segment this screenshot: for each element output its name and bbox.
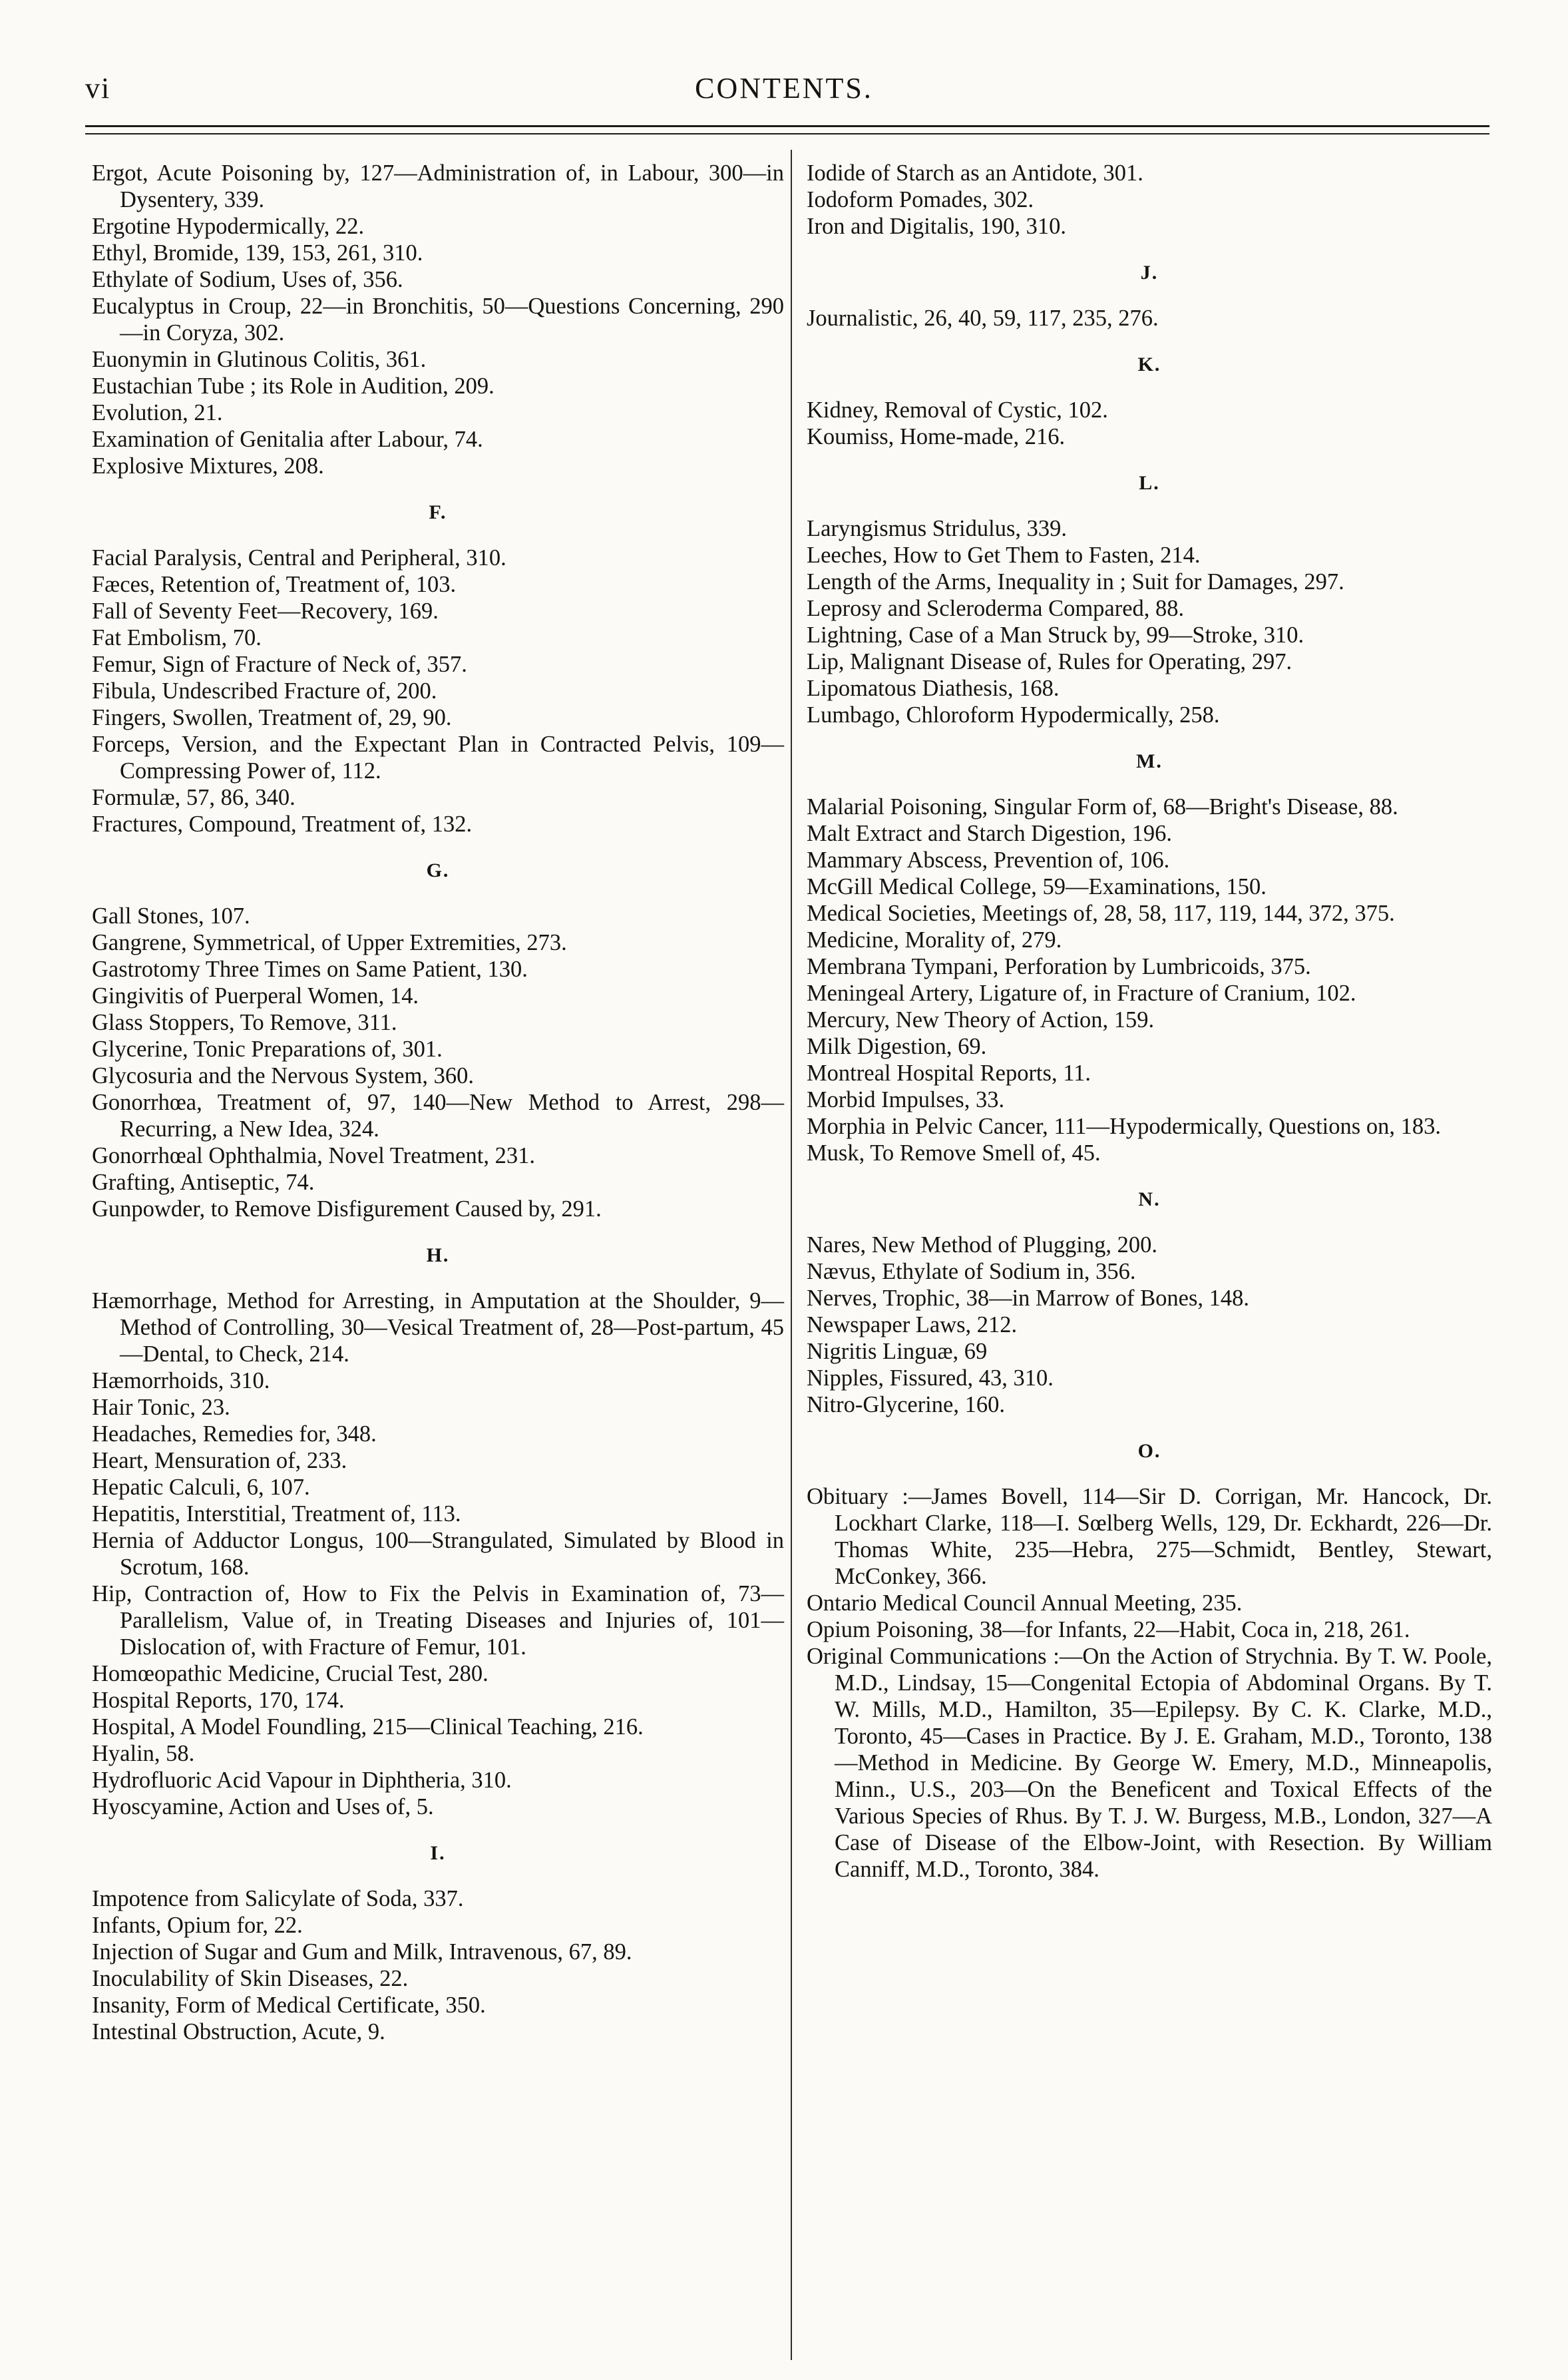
index-entry: Opium Poisoning, 38—for Infants, 22—Habit, Coca in, 218, 261.: [807, 1617, 1410, 1642]
index-entry: Gingivitis of Puerperal Women, 14.: [92, 983, 419, 1009]
index-entry: Iron and Digitalis, 190, 310.: [807, 214, 1066, 239]
index-entry: Membrana Tympani, Perforation by Lumbricoids, 375.: [807, 954, 1311, 979]
index-entry: Musk, To Remove Smell of, 45.: [807, 1140, 1101, 1166]
index-entry: Gangrene, Symmetrical, of Upper Extremities, 273.: [92, 930, 567, 955]
index-entry: Hyoscyamine, Action and Uses of, 5.: [92, 1794, 434, 1819]
index-entry: Infants, Opium for, 22.: [92, 1913, 303, 1938]
index-entry: Glycosuria and the Nervous System, 360.: [92, 1063, 474, 1088]
index-entry: Nipples, Fissured, 43, 310.: [807, 1365, 1054, 1391]
index-entry: Journalistic, 26, 40, 59, 117, 235, 276.: [807, 306, 1159, 331]
index-entry: Lip, Malignant Disease of, Rules for Operating, 297.: [807, 649, 1292, 674]
index-entry: Newspaper Laws, 212.: [807, 1312, 1018, 1337]
index-entry: Mammary Abscess, Prevention of, 106.: [807, 847, 1170, 873]
page-header: [85, 65, 1483, 112]
index-entry: Original Communications :—On the Action of Strychnia. By T. W. Poole, M.D., Lindsay, 15—Congenital Ectopia of Abdominal Organs. By T. W. Mills, M.D., Hamilton, 35—Epilepsy. By C. K. Clarke, M.D., Toronto, 45—Cases in Practice. By J. E. Graham, M.D., Toronto, 138—Method in Medicine. By George W. Emery, M.D., Minneapolis, Minn., U.S., 203—On the Beneficent and Toxical Effects of the Various Species of Rhus. By T. J. W. Burgess, M.B., London, 327—A Case of Disease of the Elbow-Joint, with Resection. By William Canniff, M.D., Toronto, 384.: [807, 1644, 1492, 1882]
index-entry: Hepatitis, Interstitial, Treatment of, 113.: [92, 1501, 461, 1527]
index-entry: Fibula, Undescribed Fracture of, 200.: [92, 678, 437, 704]
section-letter-l: L.: [1139, 472, 1160, 494]
index-entry: Fall of Seventy Feet—Recovery, 169.: [92, 598, 439, 624]
section-letter-k: K.: [1137, 354, 1161, 375]
index-entry: Hyalin, 58.: [92, 1741, 195, 1766]
index-entry: Montreal Hospital Reports, 11.: [807, 1061, 1091, 1086]
index-entry: McGill Medical College, 59—Examinations, 150.: [807, 874, 1267, 899]
section-letter-n: N.: [1138, 1188, 1161, 1210]
section-letter-h: H.: [426, 1244, 450, 1266]
index-entry: Ergotine Hypodermically, 22.: [92, 214, 365, 239]
index-entry: Hæmorrhoids, 310.: [92, 1368, 270, 1393]
index-entry: Eustachian Tube ; its Role in Audition, 209.: [92, 373, 494, 399]
index-entry: Meningeal Artery, Ligature of, in Fracture of Cranium, 102.: [807, 981, 1356, 1006]
index-entry: Nigritis Linguæ, 69: [807, 1339, 988, 1364]
index-entry: Ontario Medical Council Annual Meeting, 235.: [807, 1590, 1243, 1616]
index-entry: Hydrofluoric Acid Vapour in Diphtheria, 310.: [92, 1768, 512, 1793]
index-entry: Euonymin in Glutinous Colitis, 361.: [92, 347, 427, 372]
index-entry: Malarial Poisoning, Singular Form of, 68—Bright's Disease, 88.: [807, 794, 1398, 820]
index-entry: Morphia in Pelvic Cancer, 111—Hypodermically, Questions on, 183.: [807, 1114, 1441, 1139]
index-entry: Hip, Contraction of, How to Fix the Pelvis in Examination of, 73—Parallelism, Value of, in Treating Diseases and Injuries of, 101—Dislocation of, with Fracture of Femur, 101.: [92, 1581, 784, 1660]
section-letter-m: M.: [1136, 750, 1163, 772]
index-entry: Inoculability of Skin Diseases, 22.: [92, 1966, 409, 1991]
index-entry: Gall Stones, 107.: [92, 903, 250, 929]
section-letter-g: G.: [426, 859, 450, 881]
index-entry: Leprosy and Scleroderma Compared, 88.: [807, 596, 1185, 621]
index-entry: Ethyl, Bromide, 139, 153, 261, 310.: [92, 240, 423, 266]
page-number: vi: [85, 72, 111, 105]
section-letter-f: F.: [429, 501, 447, 523]
index-entry: Femur, Sign of Fracture of Neck of, 357.: [92, 652, 467, 677]
index-entry: Kidney, Removal of Cystic, 102.: [807, 397, 1108, 423]
index-entry: Medicine, Morality of, 279.: [807, 927, 1062, 953]
index-entry: Laryngismus Stridulus, 339.: [807, 516, 1068, 541]
index-entry: Koumiss, Home-made, 216.: [807, 424, 1066, 449]
index-entry: Ethylate of Sodium, Uses of, 356.: [92, 267, 403, 292]
index-entry: Glass Stoppers, To Remove, 311.: [92, 1010, 397, 1035]
index-entry: Nitro-Glycerine, 160.: [807, 1392, 1005, 1417]
right-column: [807, 160, 1492, 1883]
index-entry: Fingers, Swollen, Treatment of, 29, 90.: [92, 705, 452, 730]
index-entry: Obituary :—James Bovell, 114—Sir D. Corrigan, Mr. Hancock, Dr. Lockhart Clarke, 118—I. Sœlberg Wells, 129, Dr. Eckhardt, 226—Dr. Thomas White, 235—Hebra, 275—Schmidt, Bentley, Stewart, McConkey, 366.: [807, 1484, 1492, 1589]
index-entry: Intestinal Obstruction, Acute, 9.: [92, 2019, 385, 2044]
index-entry: Fæces, Retention of, Treatment of, 103.: [92, 572, 457, 597]
left-column: [92, 160, 784, 2045]
index-entry: Gastrotomy Three Times on Same Patient, 130.: [92, 957, 528, 982]
index-entry: Fat Embolism, 70.: [92, 625, 262, 650]
header-rule-thin: [85, 133, 1489, 134]
index-entry: Gunpowder, to Remove Disfigurement Caused by, 291.: [92, 1196, 602, 1222]
index-entry: Formulæ, 57, 86, 340.: [92, 785, 295, 810]
index-entry: Eucalyptus in Croup, 22—in Bronchitis, 50—Questions Concerning, 290—in Coryza, 302.: [92, 294, 784, 346]
index-entry: Hair Tonic, 23.: [92, 1395, 230, 1420]
index-entry: Ergot, Acute Poisoning by, 127—Administration of, in Labour, 300—in Dysentery, 339.: [92, 160, 784, 212]
index-entry: Injection of Sugar and Gum and Milk, Intravenous, 67, 89.: [92, 1939, 632, 1965]
index-entry: Lumbago, Chloroform Hypodermically, 258.: [807, 702, 1220, 728]
index-entry: Forceps, Version, and the Expectant Plan in Contracted Pelvis, 109—Compressing Power of, 112.: [92, 732, 784, 784]
index-entry: Hernia of Adductor Longus, 100—Strangulated, Simulated by Blood in Scrotum, 168.: [92, 1528, 784, 1580]
index-entry: Hospital, A Model Foundling, 215—Clinical Teaching, 216.: [92, 1714, 644, 1740]
index-entry: Explosive Mixtures, 208.: [92, 453, 324, 479]
index-entry: Mercury, New Theory of Action, 159.: [807, 1007, 1155, 1033]
index-entry: Medical Societies, Meetings of, 28, 58, 117, 119, 144, 372, 375.: [807, 901, 1395, 926]
index-entry: Milk Digestion, 69.: [807, 1034, 987, 1059]
index-entry: Hepatic Calculi, 6, 107.: [92, 1475, 310, 1500]
index-entry: Morbid Impulses, 33.: [807, 1087, 1005, 1112]
running-title: CONTENTS.: [695, 72, 873, 105]
index-entry: Headaches, Remedies for, 348.: [92, 1421, 377, 1447]
section-letter-o: O.: [1137, 1440, 1161, 1462]
index-entry: Fractures, Compound, Treatment of, 132.: [92, 812, 473, 837]
index-entry: Examination of Genitalia after Labour, 74.: [92, 427, 483, 452]
column-divider: [791, 150, 792, 2360]
header-rule-thick: [85, 125, 1489, 127]
index-entry: Lightning, Case of a Man Struck by, 99—Stroke, 310.: [807, 622, 1304, 648]
index-entry: Gonorrhœa, Treatment of, 97, 140—New Method to Arrest, 298—Recurring, a New Idea, 324.: [92, 1090, 784, 1142]
index-entry: Facial Paralysis, Central and Peripheral, 310.: [92, 545, 506, 571]
index-entry: Grafting, Antiseptic, 74.: [92, 1170, 315, 1195]
index-entry: Iodide of Starch as an Antidote, 301.: [807, 160, 1143, 186]
index-entry: Evolution, 21.: [92, 400, 223, 425]
index-entry: Nerves, Trophic, 38—in Marrow of Bones, 148.: [807, 1286, 1250, 1311]
index-entry: Insanity, Form of Medical Certificate, 350.: [92, 1993, 486, 2018]
index-entry: Malt Extract and Starch Digestion, 196.: [807, 821, 1173, 846]
index-entry: Lipomatous Diathesis, 168.: [807, 676, 1060, 701]
index-entry: Hæmorrhage, Method for Arresting, in Amputation at the Shoulder, 9—Method of Controlling, 30—Vesical Treatment of, 28—Post-partum, 45—Dental, to Check, 214.: [92, 1288, 784, 1367]
index-entry: Nares, New Method of Plugging, 200.: [807, 1232, 1158, 1258]
index-entry: Gonorrhœal Ophthalmia, Novel Treatment, 231.: [92, 1143, 535, 1168]
section-letter-i: I.: [430, 1842, 446, 1864]
section-letter-j: J.: [1140, 262, 1159, 284]
index-entry: Impotence from Salicylate of Soda, 337.: [92, 1886, 464, 1911]
index-entry: Nævus, Ethylate of Sodium in, 356.: [807, 1259, 1136, 1284]
index-entry: Leeches, How to Get Them to Fasten, 214.: [807, 543, 1201, 568]
index-entry: Homœopathic Medicine, Crucial Test, 280.: [92, 1661, 489, 1686]
index-entry: Glycerine, Tonic Preparations of, 301.: [92, 1037, 443, 1062]
index-entry: Length of the Arms, Inequality in ; Suit for Damages, 297.: [807, 569, 1344, 595]
index-entry: Iodoform Pomades, 302.: [807, 187, 1034, 212]
index-entry: Hospital Reports, 170, 174.: [92, 1688, 345, 1713]
index-entry: Heart, Mensuration of, 233.: [92, 1448, 347, 1473]
